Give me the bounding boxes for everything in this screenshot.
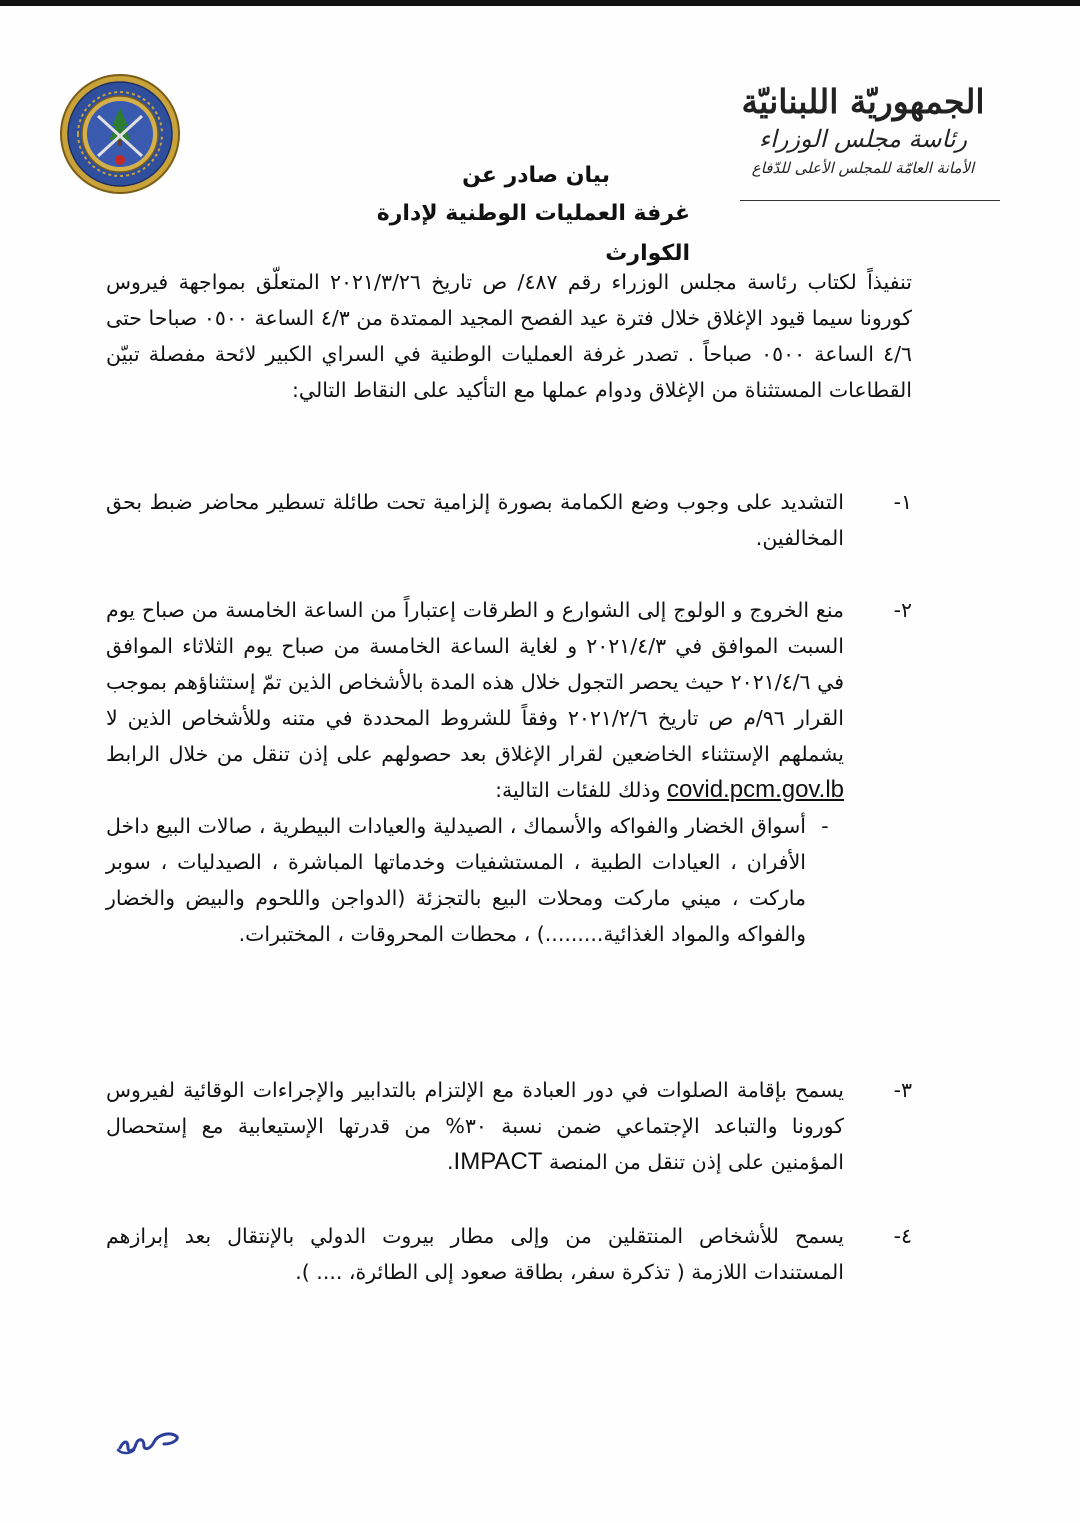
item-text-suffix: . <box>447 1150 454 1174</box>
list-item-2 <box>106 592 912 952</box>
letterhead-republic: الجمهوريّة اللبنانيّة <box>741 82 985 121</box>
permit-link[interactable]: covid.pcm.gov.lb <box>667 776 844 803</box>
list-item-4 <box>106 1218 912 1290</box>
platform-name: IMPACT <box>453 1148 543 1175</box>
item-text-main: منع الخروج و الولوج إلى الشوارع و الطرقات إعتباراً من الساعة الخامسة من صباح يوم السبت الموافق في ٢٠٢١/٤/٣ و لغاية الساعة الخامسة من صباح يوم الثلاثاء الموافق في ٢٠٢١/٤/٦ حيث يحصر التجول خلال هذه المدة بالأشخاص الذين تمّ إستثناؤهم بموجب القرار ٩٦/م ص تاريخ ٢٠٢١/٢/٦ وفقاً للشروط المحددة في متنه وللأشخاص الذين لا يشملهم الإستثناء الخاضعين لقرار الإغلاق بعد حصولهم على إذن تنقل من خلال الرابط <box>106 598 845 766</box>
item-text-suffix: وذلك للفئات التالية: <box>495 778 661 802</box>
categories-list <box>106 808 844 952</box>
emblem-seal-icon <box>58 72 182 196</box>
dash-bullet-icon: - <box>821 814 829 838</box>
item-text: يسمح للأشخاص المنتقلين من وإلى مطار بيروت الدولي بالإنتقال بعد إبرازهم المستندات اللازمة ( تذكرة سفر، بطاقة صعود إلى الطائرة، .... ). <box>106 1224 844 1284</box>
item-number: ٤- <box>893 1224 912 1248</box>
heading-line-1: بيان صادر عن <box>462 163 610 188</box>
item-text-main: يسمح بإقامة الصلوات في دور العبادة مع الإلتزام بالتدابير والإجراءات الوقائية لفيروس كورونا والتباعد الإجتماعي ضمن نسبة ٣٠% من قدرتها الإستيعابية مع إستحصال المؤمنين على إذن تنقل من المنصة <box>106 1078 844 1174</box>
categories-list-item <box>106 808 844 952</box>
item-number: ١- <box>893 490 912 514</box>
list-item-1 <box>106 484 912 556</box>
item-text: التشديد على وجوب وضع الكمامة بصورة إلزامية تحت طائلة تسطير محاضر ضبط بحق المخالفين. <box>106 490 844 550</box>
item-number: ٢- <box>893 598 912 622</box>
letterhead <box>718 80 1008 201</box>
item-text <box>106 592 844 952</box>
list-item-3 <box>106 1072 912 1180</box>
signature-icon <box>114 1420 184 1460</box>
letterhead-secretariat: الأمانة العامّة للمجلس الأعلى للدّفاع <box>751 159 975 177</box>
categories-text: أسواق الخضار والفواكه والأسماك ، الصيدلية والعيادات البيطرية ، صالات البيع داخل الأفران ، العيادات الطبية ، المستشفيات وخدماتها المباشرة ، الصيدليات ، سوبر ماركت ، ميني ماركت ومحلات البيع بالتجزئة (الدواجن واللحوم والبيض والخضار والفواكه والمواد الغذائية.........) ، محطات المحروقات ، المختبرات. <box>106 814 806 946</box>
item-number: ٣- <box>893 1078 912 1102</box>
statement-heading <box>320 158 690 274</box>
letterhead-divider <box>740 200 1000 201</box>
intro-paragraph: تنفيذاً لكتاب رئاسة مجلس الوزراء رقم ٤٨٧/ ص تاريخ ٢٠٢١/٣/٢٦ المتعلّق بمواجهة فيروس كورونا سيما قيود الإغلاق خلال فترة عيد الفصح المجيد الممتدة من ٤/٣ الساعة ٠٥٠٠ صباحا حتى ٤/٦ الساعة ٠٥٠٠ صباحاً . تصدر غرفة العمليات الوطنية في السراي الكبير لائحة مفصلة تبيّن القطاعات المستثناة من الإغلاق ودوام عملها مع التأكيد على النقاط التالي: <box>106 270 913 402</box>
heading-line-2: غرفة العمليات الوطنية لإدارة الكوارث <box>376 201 690 266</box>
item-text <box>106 1072 844 1180</box>
letterhead-presidency: رئاسة مجلس الوزراء <box>758 125 968 153</box>
document-page <box>0 6 1080 1523</box>
